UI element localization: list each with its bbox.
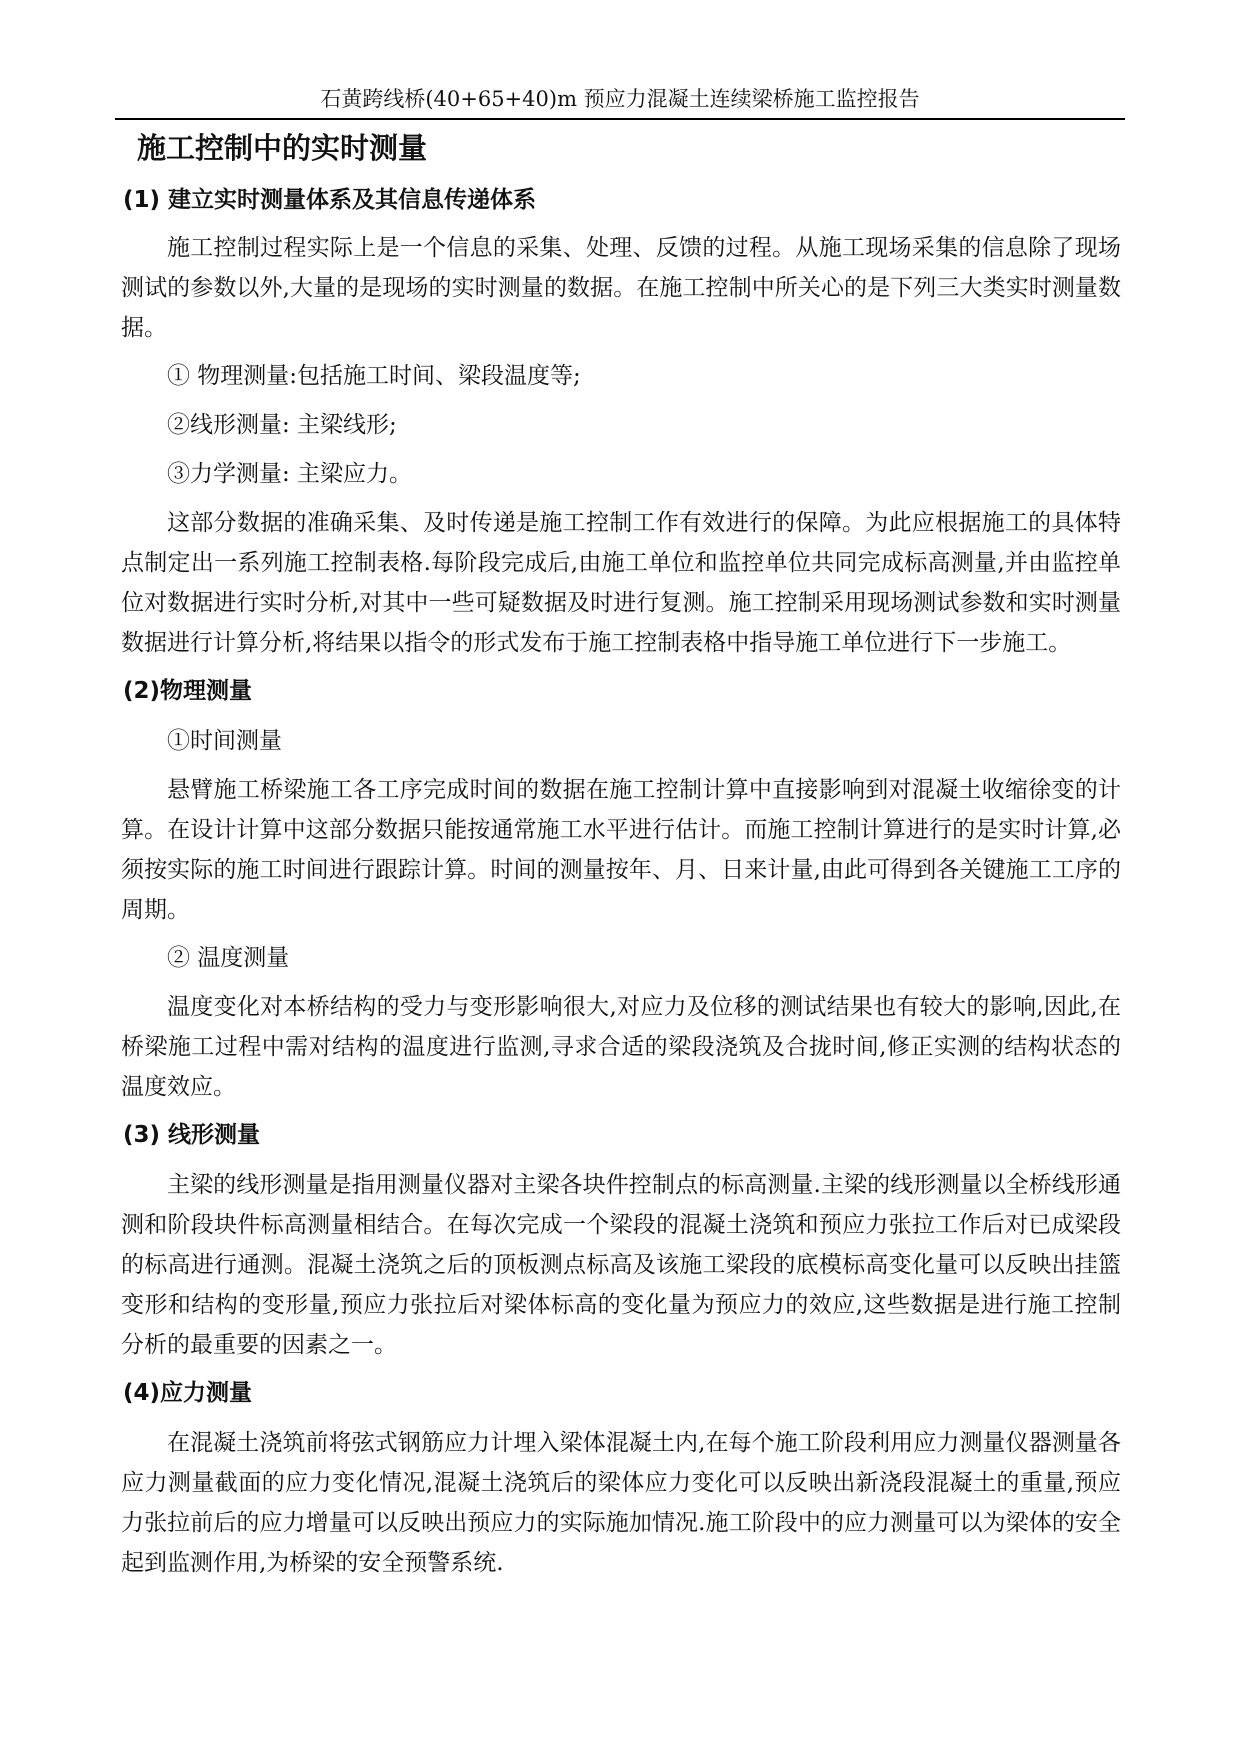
heading-stress-measurement: (4)应力测量 <box>123 1380 253 1406</box>
subheading-temperature: ② 温度测量 <box>167 945 290 971</box>
document-body <box>121 180 1121 1591</box>
subheading-time: ①时间测量 <box>167 728 282 754</box>
heading-realtime-system: (1) 建立实时测量体系及其信息传递体系 <box>123 187 537 213</box>
paragraph: 在混凝土浇筑前将弦式钢筋应力计埋入梁体混凝土内,在每个施工阶段利用应力测量仪器测量各应力测量截面的应力变化情况,混凝土浇筑后的梁体应力变化可以反映出新浇段混凝土的重量,预应力张拉前后的应力增量可以反映出预应力的实际施加情况.施工阶段中的应力测量可以为梁体的安全起到监测作用,为桥梁的安全预警系统. <box>121 1430 1121 1576</box>
header-rule <box>115 118 1125 120</box>
list-item: ① 物理测量:包括施工时间、梁段温度等; <box>167 363 581 389</box>
paragraph: 温度变化对本桥结构的受力与变形影响很大,对应力及位移的测试结果也有较大的影响,因此,在桥梁施工过程中需对结构的温度进行监测,寻求合适的梁段浇筑及合拢时间,修正实测的结构状态的温度效应。 <box>121 994 1121 1100</box>
running-header: 石黄跨线桥(40+65+40)m 预应力混凝土连续梁桥施工监控报告 <box>320 87 920 111</box>
paragraph: 主梁的线形测量是指用测量仪器对主梁各块件控制点的标高测量.主梁的线形测量以全桥线形通测和阶段块件标高测量相结合。在每次完成一个梁段的混凝土浇筑和预应力张拉工作后对已成梁段的标高进行通测。混凝土浇筑之后的顶板测点标高及该施工梁段的底模标高变化量可以反映出挂篮变形和结构的变形量,预应力张拉后对梁体标高的变化量为预应力的效应,这些数据是进行施工控制分析的最重要的因素之一。 <box>121 1172 1121 1358</box>
heading-alignment-measurement: (3) 线形测量 <box>123 1122 261 1148</box>
heading-physical-measurement: (2)物理测量 <box>123 678 253 704</box>
paragraph: 这部分数据的准确采集、及时传递是施工控制工作有效进行的保障。为此应根据施工的具体特点制定出一系列施工控制表格.每阶段完成后,由施工单位和监控单位共同完成标高测量,并由监控单位对数据进行实时分析,对其中一些可疑数据及时进行复测。施工控制采用现场测试参数和实时测量数据进行计算分析,将结果以指令的形式发布于施工控制表格中指导施工单位进行下一步施工。 <box>121 510 1121 656</box>
paragraph: 悬臂施工桥梁施工各工序完成时间的数据在施工控制计算中直接影响到对混凝土收缩徐变的计算。在设计计算中这部分数据只能按通常施工水平进行估计。而施工控制计算进行的是实时计算,必须按实际的施工时间进行跟踪计算。时间的测量按年、月、日来计量,由此可得到各关键施工工序的周期。 <box>121 777 1121 923</box>
list-item: ②线形测量: 主梁线形; <box>167 412 397 438</box>
paragraph: 施工控制过程实际上是一个信息的采集、处理、反馈的过程。从施工现场采集的信息除了现场测试的参数以外,大量的是现场的实时测量的数据。在施工控制中所关心的是下列三大类实时测量数据。 <box>121 235 1121 341</box>
section-title: 施工控制中的实时测量 <box>137 131 428 165</box>
list-item: ③力学测量: 主梁应力。 <box>167 461 413 487</box>
